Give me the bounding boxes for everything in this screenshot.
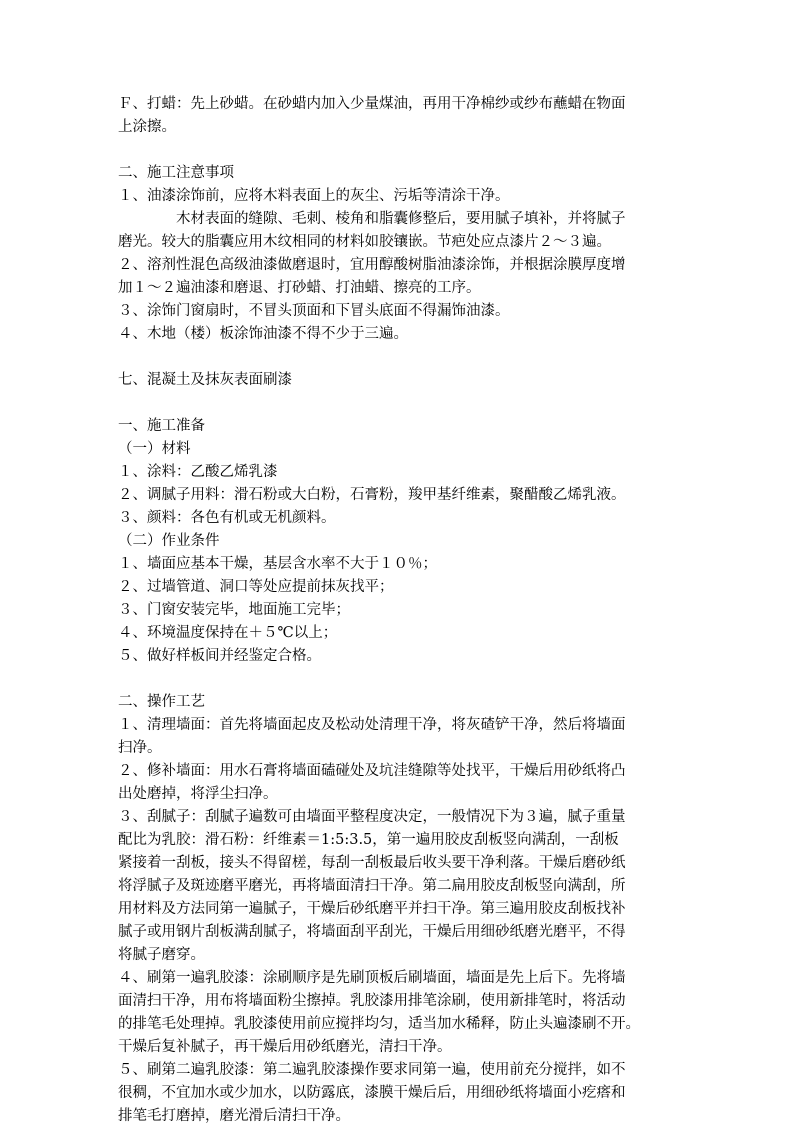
text-line: 腻子或用钢片刮板满刮腻子，将墙面刮平刮光，干燥后用细砂纸磨光磨平，不得 [118, 924, 626, 940]
subsection-heading: （一）材料 [118, 441, 191, 457]
text-line: 用材料及方法同第一遍腻子，干燥后砂纸磨平并扫干净。第三遍用胶皮刮板找补 [118, 901, 626, 917]
text-line: １、墙面应基本干燥，基层含水率不大于１０％； [118, 556, 437, 572]
text-line: 将腻子磨穿。 [118, 947, 205, 963]
text-line: ３、颜料：各色有机或无机颜料。 [118, 510, 336, 526]
text-line: 扫净。 [118, 740, 162, 756]
subsection-heading: （二）作业条件 [118, 533, 220, 549]
text-line: 面清扫干净，用布将墙面粉尘擦掉。乳胶漆用排笔涂刷，使用新排笔时，将活动 [118, 993, 626, 1009]
text-line: 配比为乳胶：滑石粉：纤维素＝1:5:3.5，第一遍用胶皮刮板竖向满刮，一刮板 [118, 832, 619, 848]
text-line: ２、溶剂性混色高级油漆做磨退时，宜用醇酸树脂油漆涂饰，并根据涂膜厚度增 [118, 257, 626, 273]
section-heading: 一、施工准备 [118, 418, 205, 434]
text-line: 紧接着一刮板，接头不得留槎，每刮一刮板最后收头要干净利落。干燥后磨砂纸 [118, 855, 626, 871]
blank-line [118, 346, 678, 369]
text-line: ２、过墙管道、洞口等处应提前抹灰找平； [118, 579, 394, 595]
blank-line [118, 139, 678, 162]
text-line: 干燥后复补腻子，再干燥后用砂纸磨光，清扫干净。 [118, 1039, 452, 1055]
text-line: 出处磨掉，将浮尘扫净。 [118, 786, 278, 802]
text-line: 加１～２遍油漆和磨退、打砂蜡、打油蜡、擦亮的工序。 [118, 280, 481, 296]
text-line: 排笔毛打磨掉，磨光滑后清扫干净。 [118, 1108, 350, 1124]
document-body [118, 93, 678, 1128]
text-line: ２、调腻子用料：滑石粉或大白粉，石膏粉，羧甲基纤维素，聚醋酸乙烯乳液。 [118, 487, 626, 503]
text-line: 木材表面的缝隙、毛刺、棱角和脂囊修整后，要用腻子填补，并将腻子 [176, 211, 626, 227]
text-line: 上涂擦。 [118, 119, 176, 135]
text-line: １、清理墙面：首先将墙面起皮及松动处清理干净，将灰碴铲干净，然后将墙面 [118, 717, 626, 733]
text-line: ３、刮腻子：刮腻子遍数可由墙面平整程度决定，一般情况下为３遍，腻子重量 [118, 809, 626, 825]
text-line: ３、门窗安装完毕，地面施工完毕； [118, 602, 350, 618]
section-heading: 二、操作工艺 [118, 694, 205, 710]
section-heading: 二、施工注意事项 [118, 165, 234, 181]
text-line: ４、刷第一遍乳胶漆：涂刷顺序是先刷顶板后刷墙面，墙面是先上后下。先将墙 [118, 970, 626, 986]
blank-line [118, 668, 678, 691]
text-line: 很稠，不宜加水或少加水，以防露底，漆膜干燥后后，用细砂纸将墙面小疙瘩和 [118, 1085, 626, 1101]
text-line: ５、刷第二遍乳胶漆：第二遍乳胶漆操作要求同第一遍，使用前充分搅拌，如不 [118, 1062, 626, 1078]
blank-line [118, 392, 678, 415]
text-line: ４、木地（楼）板涂饰油漆不得不少于三遍。 [118, 326, 408, 342]
text-line: ４、环境温度保持在＋５℃以上； [118, 625, 338, 641]
text-line: ２、修补墙面：用水石膏将墙面磕碰处及坑洼缝隙等处找平，干燥后用砂纸将凸 [118, 763, 626, 779]
chapter-heading: 七、混凝土及抹灰表面刷漆 [118, 372, 292, 388]
text-line: １、油漆涂饰前，应将木料表面上的灰尘、污垢等清涂干净。 [118, 188, 510, 204]
text-line: ５、做好样板间并经鉴定合格。 [118, 648, 321, 664]
text-line: Ｆ、打蜡：先上砂蜡。在砂蜡内加入少量煤油，再用干净棉纱或纱布蘸蜡在物面 [118, 96, 626, 112]
text-line: １、涂料：乙酸乙烯乳漆 [118, 464, 278, 480]
text-line: 磨光。较大的脂囊应用木纹相同的材料如胶镶嵌。节疤处应点漆片２～３遍。 [118, 234, 611, 250]
text-line: ３、涂饰门窗扇时，不冒头顶面和下冒头底面不得漏饰油漆。 [118, 303, 510, 319]
text-line: 的排笔毛处理掉。乳胶漆使用前应搅拌均匀，适当加水稀释，防止头遍漆刷不开。 [118, 1016, 640, 1032]
text-line: 将浮腻子及斑迹磨平磨光，再将墙面清扫干净。第二扁用胶皮刮板竖向满刮，所 [118, 878, 626, 894]
